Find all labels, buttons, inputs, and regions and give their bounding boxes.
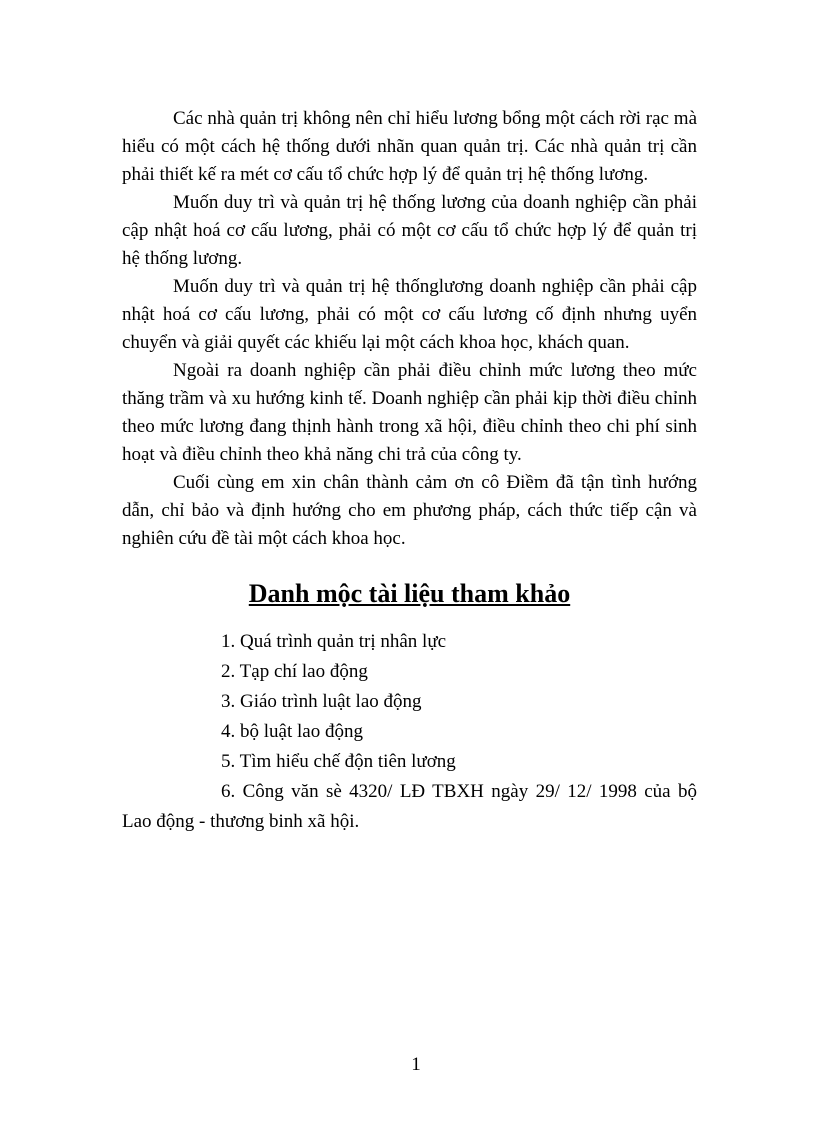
- paragraph: Các nhà quản trị không nên chỉ hiểu lương bổng một cách rời rạc mà hiểu có một cách hệ thống dưới nhãn quan quản trị. Các nhà quản trị cần phải thiết kế ra mét cơ cấu tổ chức hợp lý để quản trị hệ thống lương.: [122, 108, 697, 185]
- reference-item: 6. Công văn sè 4320/ LĐ TBXH ngày 29/ 12/ 1998 của bộ Lao động - thương binh xã hội.: [122, 781, 697, 832]
- references-heading: Danh mộc tài liệu tham khảo: [248, 579, 571, 608]
- reference-item: 5. Tìm hiểu chế độn tiên lương: [221, 751, 456, 772]
- reference-item: 1. Quá trình quản trị nhân lực: [221, 631, 447, 652]
- reference-item: 4. bộ luật lao động: [221, 721, 363, 742]
- paragraph: Ngoài ra doanh nghiệp cần phải điều chỉnh mức lương theo mức thăng trầm và xu hướng kinh tế. Doanh nghiệp cần phải kịp thời điều chỉnh theo mức lương đang thịnh hành trong xã hội, điều chỉnh theo chi phí sinh hoạt và điều chỉnh theo khả năng chi trả của công ty.: [122, 360, 697, 465]
- paragraph: Muốn duy trì và quản trị hệ thống lương của doanh nghiệp cần phải cập nhật hoá cơ cấu lương, phải có một cơ cấu tổ chức hợp lý để quản trị hệ thống lương.: [122, 192, 697, 269]
- body-text: [122, 105, 697, 553]
- page-number: 1: [411, 1054, 421, 1075]
- references-list: [122, 627, 697, 837]
- paragraph: Muốn duy trì và quản trị hệ thốnglương doanh nghiệp cần phải cập nhật hoá cơ cấu lương, phải có một cơ cấu lương cố định nhưng uyển chuyển và giải quyết các khiếu lại một cách khoa học, khách quan.: [122, 276, 697, 353]
- reference-item: 3. Giáo trình luật lao động: [221, 691, 422, 712]
- paragraph: Cuối cùng em xin chân thành cảm ơn cô Điềm đã tận tình hướng dẫn, chỉ bảo và định hướng cho em phương pháp, cách thức tiếp cận và nghiên cứu đề tài một cách khoa học.: [122, 472, 697, 549]
- reference-item: 2. Tạp chí lao động: [221, 661, 368, 682]
